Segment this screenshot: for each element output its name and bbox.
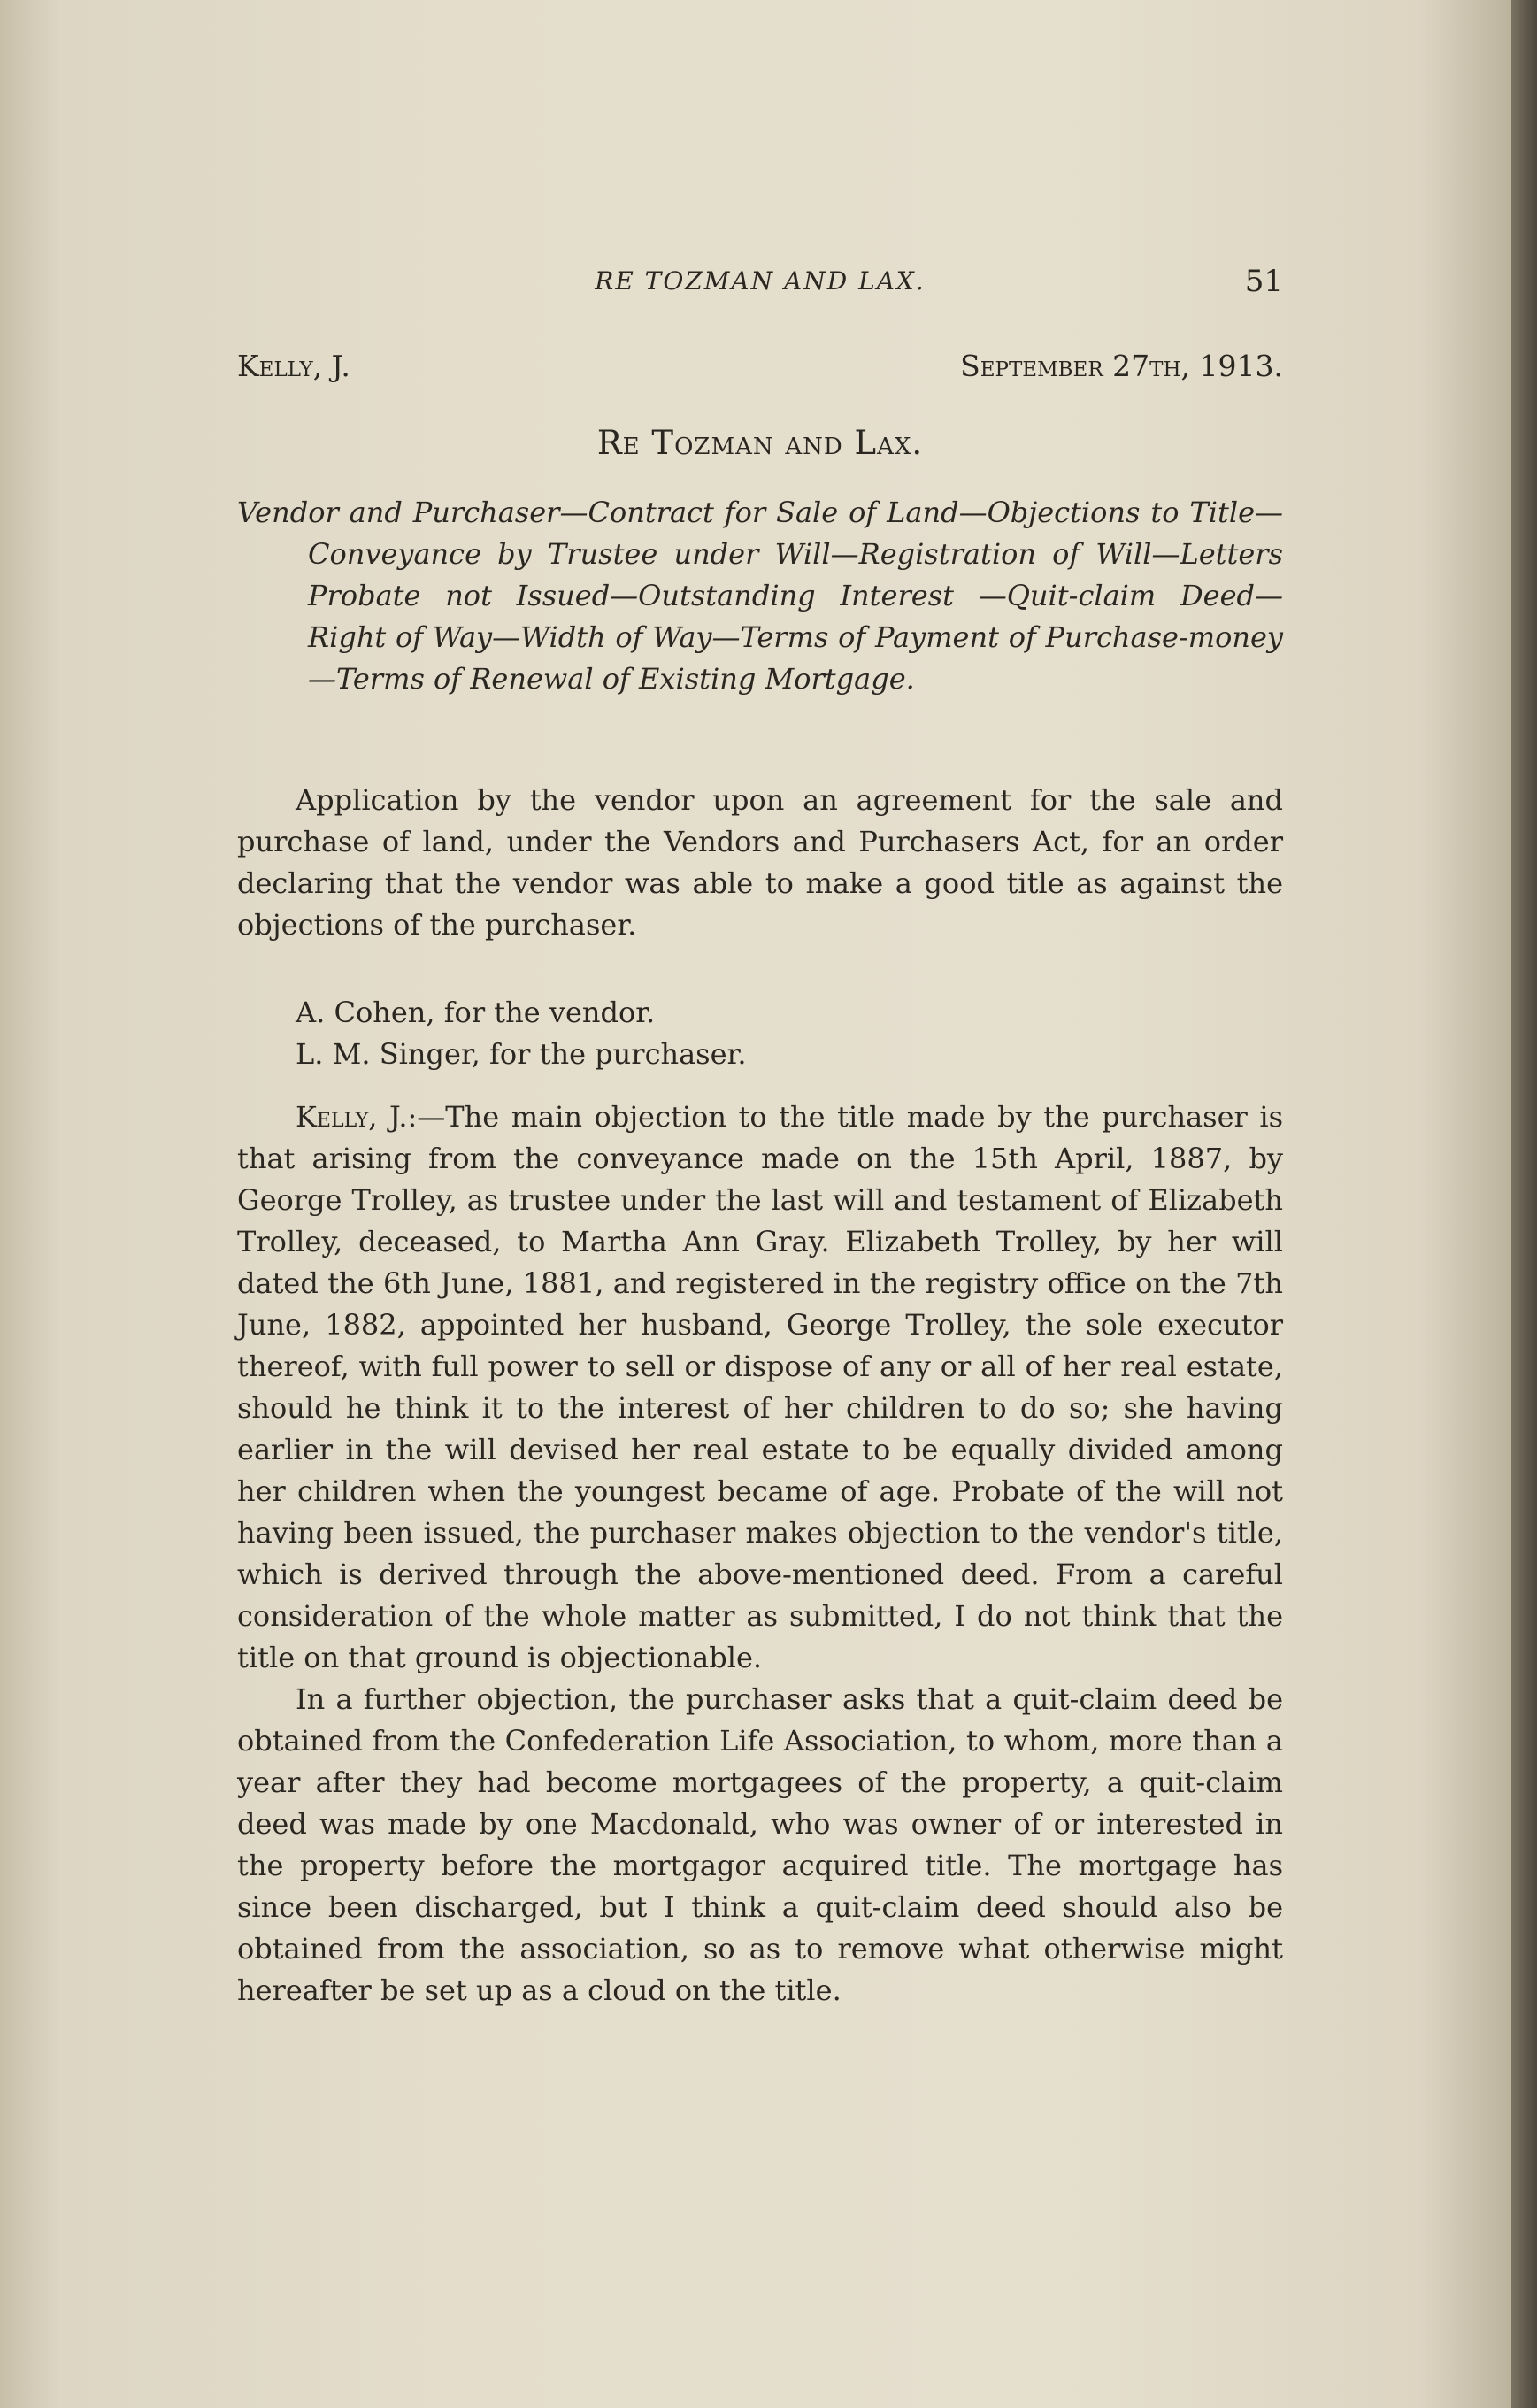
counsel-vendor: A. Cohen, for the vendor. [296, 996, 656, 1029]
judge-date-line [237, 348, 1283, 385]
judgment-paragraph-2: In a further objection, the purchaser asks that a quit-claim deed be obtained from the Confederation Life Association, to whom, more than a year after they had become mortgagees of the property, a quit-claim deed was made by one Macdonald, who was owner of or interested in the property before the mortgagor acquired title. The mortgage has since been discharged, but I think a quit-claim deed should also be obtained from the association, so as to remove what otherwise might hereafter be set up as a cloud on the title. [237, 1682, 1283, 2007]
application-text: Application by the vendor upon an agreement for the sale and purchase of land, under the Vendors and Purchasers Act, for an order declaring that the vendor was able to make a good title as against the objections of the purchaser. [237, 783, 1283, 942]
judgment-speaker: Kelly, J. [296, 1100, 408, 1134]
counsel-list [296, 992, 1269, 1075]
running-title: RE TOZMAN AND LAX. [595, 266, 926, 296]
judgment-paragraph-1 [237, 1096, 1283, 1679]
running-head [237, 264, 1283, 299]
book-spine-shadow [1511, 0, 1537, 2408]
case-title: Re Tozman and Lax. [596, 424, 924, 462]
judgment-paragraph-1-text: :—The main objection to the title made by the purchaser is that arising from the conveyance made on the 15th April, 1887, by George Trolley, as trustee under the last will and testament of Elizabeth Trolley, deceased, to Martha Ann Gray. Elizabeth Trolley, by her will dated the 6th June, 1881, and registered in the registry office on the 7th June, 1882, appointed her husband, George Trolley, the sole executor thereof, with full power to sell or dispose of any or all of her real estate, should he think it to the interest of her children to do so; she having earlier in the will devised her real estate to be equally divided among her children when the youngest became of age. Probate of the will not having been issued, the purchaser makes objection to the vendor's title, which is derived through the above-mentioned deed. From a careful consideration of the whole matter as submitted, I do not think that the title on that ground is objectionable. [237, 1100, 1283, 1674]
judgment-date: September 27th, 1913. [960, 349, 1283, 383]
page-number: 51 [1244, 264, 1283, 299]
judge-name: Kelly, J. [237, 349, 350, 383]
application-paragraph [237, 780, 1283, 946]
headnote: Vendor and Purchaser—Contract for Sale of Land—Objections to Title—Conveyance by Trustee under Will—Registration of Will—Letters Probate not Issued—Outstanding Interest —Quit-claim Deed—Right of Way—Width of Way—Terms of Payment of Purchase-money—Terms of Renewal of Existing Mortgage. [237, 496, 1283, 696]
judgment-text [237, 1096, 1283, 2012]
counsel-purchaser: L. M. Singer, for the purchaser. [296, 1037, 747, 1071]
